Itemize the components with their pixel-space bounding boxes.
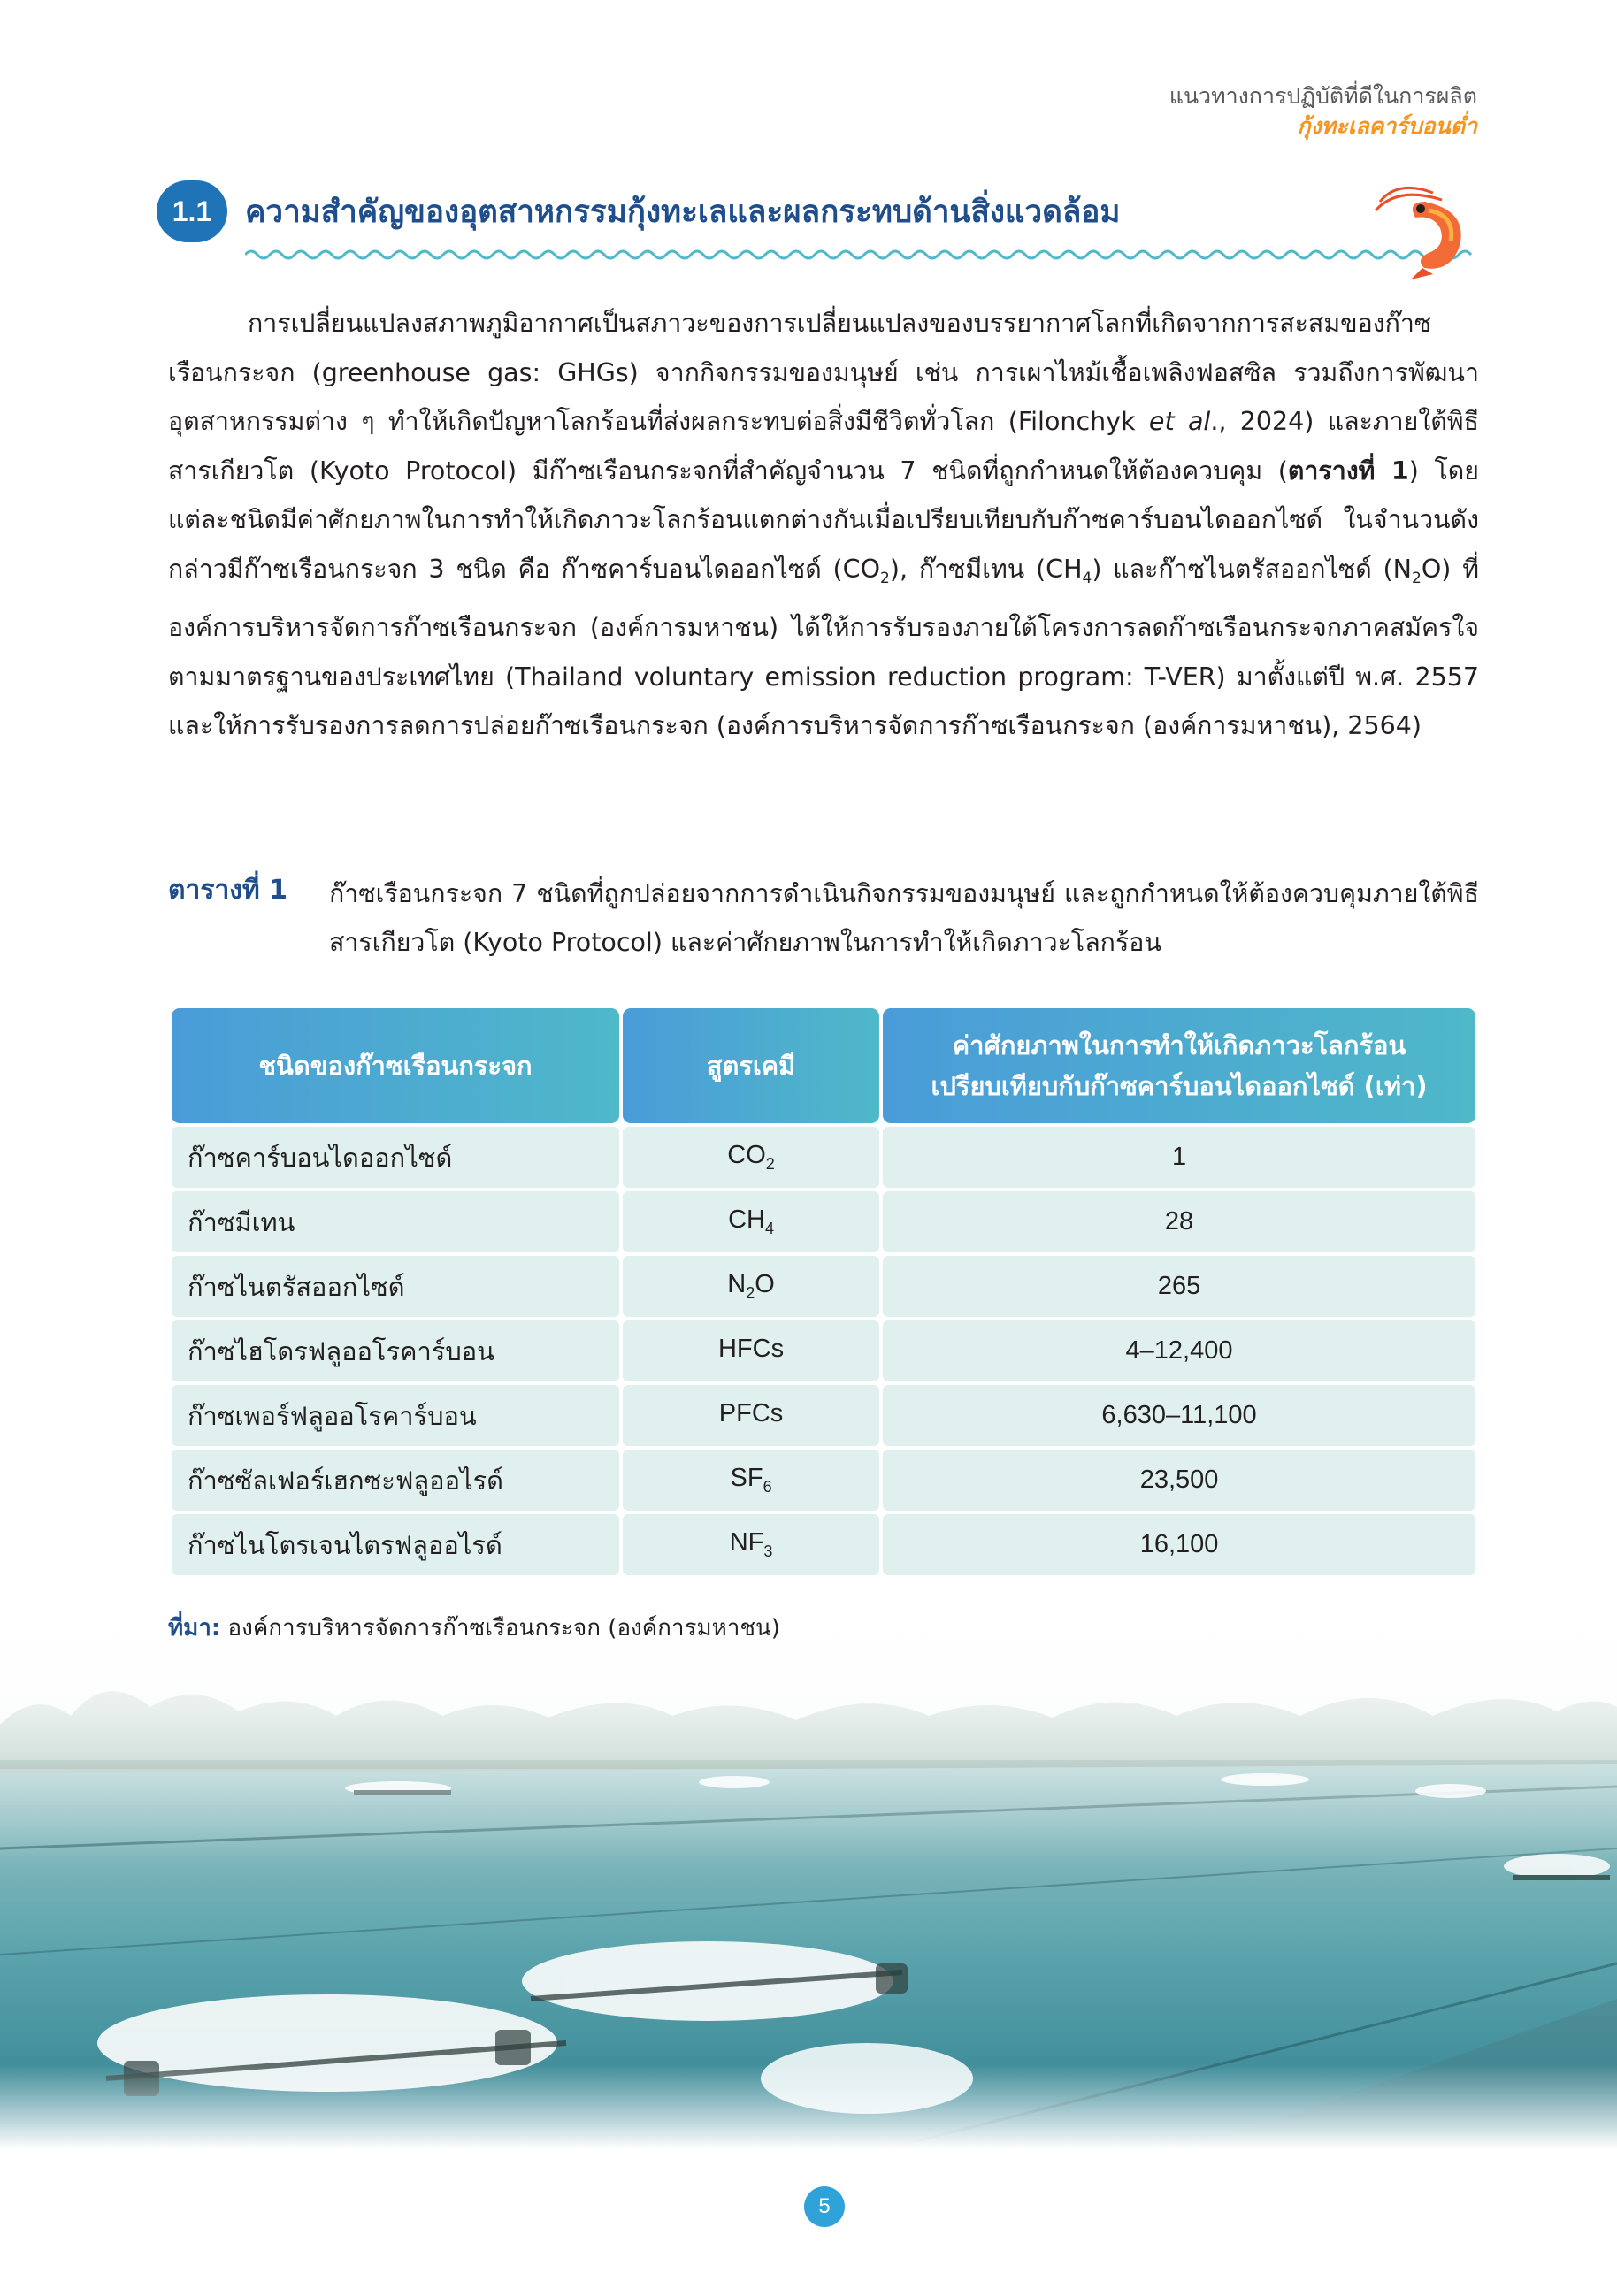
header-gwp: ค่าศักยภาพในการทำให้เกิดภาวะโลกร้อนเปรียบเทียบกับก๊าซคาร์บอนไดออกไซด์ (เท่า) bbox=[883, 1008, 1475, 1123]
formula-cell: $SF_6$ bbox=[623, 1450, 879, 1511]
gas-name-cell: ก๊าซมีเทน bbox=[172, 1191, 619, 1252]
gas-name-cell: ก๊าซคาร์บอนไดออกไซด์ bbox=[172, 1127, 619, 1188]
formula-cell: $N_2O$ bbox=[623, 1256, 879, 1317]
table-row bbox=[172, 1191, 1475, 1252]
table-row bbox=[172, 1256, 1475, 1317]
formula-cell: PFCs bbox=[623, 1385, 879, 1446]
formula-cell: $NF_3$ bbox=[623, 1514, 879, 1575]
table-reference: ตารางที่ 1 bbox=[1287, 455, 1409, 486]
shrimp-icon bbox=[1362, 175, 1477, 281]
table-header-row bbox=[172, 1008, 1475, 1123]
source-text: องค์การบริหารจัดการก๊าซเรือนกระจก (องค์การมหาชน) bbox=[220, 1615, 780, 1642]
running-head-line2: กุ้งทะเลคาร์บอนต่ำ bbox=[1297, 113, 1477, 139]
table-row bbox=[172, 1514, 1475, 1575]
header-formula: สูตรเคมี bbox=[623, 1008, 879, 1123]
header-gas-type: ชนิดของก๊าซเรือนกระจก bbox=[172, 1008, 619, 1123]
running-head-line1: แนวทางการปฏิบัติที่ดีในการผลิต bbox=[1169, 83, 1477, 109]
table-body bbox=[172, 1127, 1475, 1575]
table-row bbox=[172, 1320, 1475, 1381]
shrimp-pond-photo bbox=[0, 1583, 1617, 2149]
gas-name-cell: ก๊าซไนโตรเจนไตรฟลูออไรด์ bbox=[172, 1514, 619, 1575]
formula-cell: $CH_4$ bbox=[623, 1191, 879, 1252]
source-label: ที่มา: bbox=[168, 1615, 221, 1642]
wave-divider bbox=[245, 246, 1479, 264]
table-row bbox=[172, 1127, 1475, 1188]
body-text: การเปลี่ยนแปลงสภาพภูมิอากาศเป็นสภาวะของการเปลี่ยนแปลงของบรรยากาศโลกที่เกิดจากการสะสมของก๊าซเรือนกระจก (greenhouse gas: GHGs) จากกิจกรรมของมนุษย์ เช่น การเผาไหม้เชื้อเพลิงฟอสซิล รวมถึงการพัฒนาอุตสาหกรรมต่าง ๆ ทำให้เกิดปัญหาโลกร้อนที่ส่งผลกระทบต่อสิ่งมีชีวิตทั่วโลก (Filonchyk et al., 2024) และภายใต้พิธีสารเกียวโต (Kyoto Protocol) มีก๊าซเรือนกระจกที่สำคัญจำนวน 7 ชนิดที่ถูกกำหนดให้ต้องควบคุม (ตารางที่ 1) โดยแต่ละชนิดมีค่าศักยภาพในการทำให้เกิดภาวะโลกร้อนแตกต่างกันเมื่อเปรียบเทียบกับก๊าซคาร์บอนไดออกไซด์ ในจำนวนดังกล่าวมีก๊าซเรือนกระจก 3 ชนิด คือ ก๊าซคาร์บอนไดออกไซด์ $(CO_2)$, ก๊าซมีเทน $(CH_4)$ และก๊าซไนตรัสออกไซด์ $(N_2O)$ ที่องค์การบริหารจัดการก๊าซเรือนกระจก (องค์การมหาชน) ได้ให้การรับรองภายใต้โครงการลดก๊าซเรือนกระจกภาคสมัครใจตามมาตรฐานของประเทศไทย (Thailand voluntary emission reduction program: T-VER) มาตั้งแต่ปี พ.ศ. 2557 และให้การรับรองการลดการปล่อยก๊าซเรือนกระจก (องค์การบริหารจัดการก๊าซเรือนกระจก (องค์การมหาชน), 2564) bbox=[168, 309, 1479, 740]
table-source-note bbox=[168, 1610, 780, 1646]
page-number: 5 bbox=[804, 2186, 845, 2227]
section-title: ความสำคัญของอุตสาหกรรมกุ้งทะเลและผลกระทบด้านสิ่งแวดล้อม bbox=[245, 195, 1121, 230]
gwp-value-cell: 265 bbox=[883, 1256, 1475, 1317]
gas-name-cell: ก๊าซเพอร์ฟลูออโรคาร์บอน bbox=[172, 1385, 619, 1446]
gwp-value-cell: 1 bbox=[883, 1127, 1475, 1188]
gwp-value-cell: 16,100 bbox=[883, 1514, 1475, 1575]
gwp-value-cell: 6,630–11,100 bbox=[883, 1385, 1475, 1446]
gwp-value-cell: 28 bbox=[883, 1191, 1475, 1252]
table-row bbox=[172, 1385, 1475, 1446]
gwp-table bbox=[168, 1005, 1479, 1579]
gwp-value-cell: 23,500 bbox=[883, 1450, 1475, 1511]
gas-name-cell: ก๊าซไฮโดรฟลูออโรคาร์บอน bbox=[172, 1320, 619, 1381]
body-paragraph bbox=[168, 299, 1479, 751]
table-caption-text: ก๊าซเรือนกระจก 7 ชนิดที่ถูกปล่อยจากการดำเนินกิจกรรมของมนุษย์ และถูกกำหนดให้ต้องควบคุมภายใต้พิธีสารเกียวโต (Kyoto Protocol) และค่าศักยภาพในการทำให้เกิดภาวะโลกร้อน bbox=[329, 879, 1479, 957]
formula-cell: HFCs bbox=[623, 1320, 879, 1381]
table-caption-label: ตารางที่ 1 bbox=[168, 875, 288, 906]
gas-name-cell: ก๊าซไนตรัสออกไซด์ bbox=[172, 1256, 619, 1317]
formula-cell: $CO_2$ bbox=[623, 1127, 879, 1188]
gwp-value-cell: 4–12,400 bbox=[883, 1320, 1475, 1381]
gas-name-cell: ก๊าซซัลเฟอร์เฮกซะฟลูออไรด์ bbox=[172, 1450, 619, 1511]
section-number-badge: 1.1 bbox=[157, 180, 227, 242]
running-head bbox=[1169, 81, 1477, 142]
table-row bbox=[172, 1450, 1475, 1511]
